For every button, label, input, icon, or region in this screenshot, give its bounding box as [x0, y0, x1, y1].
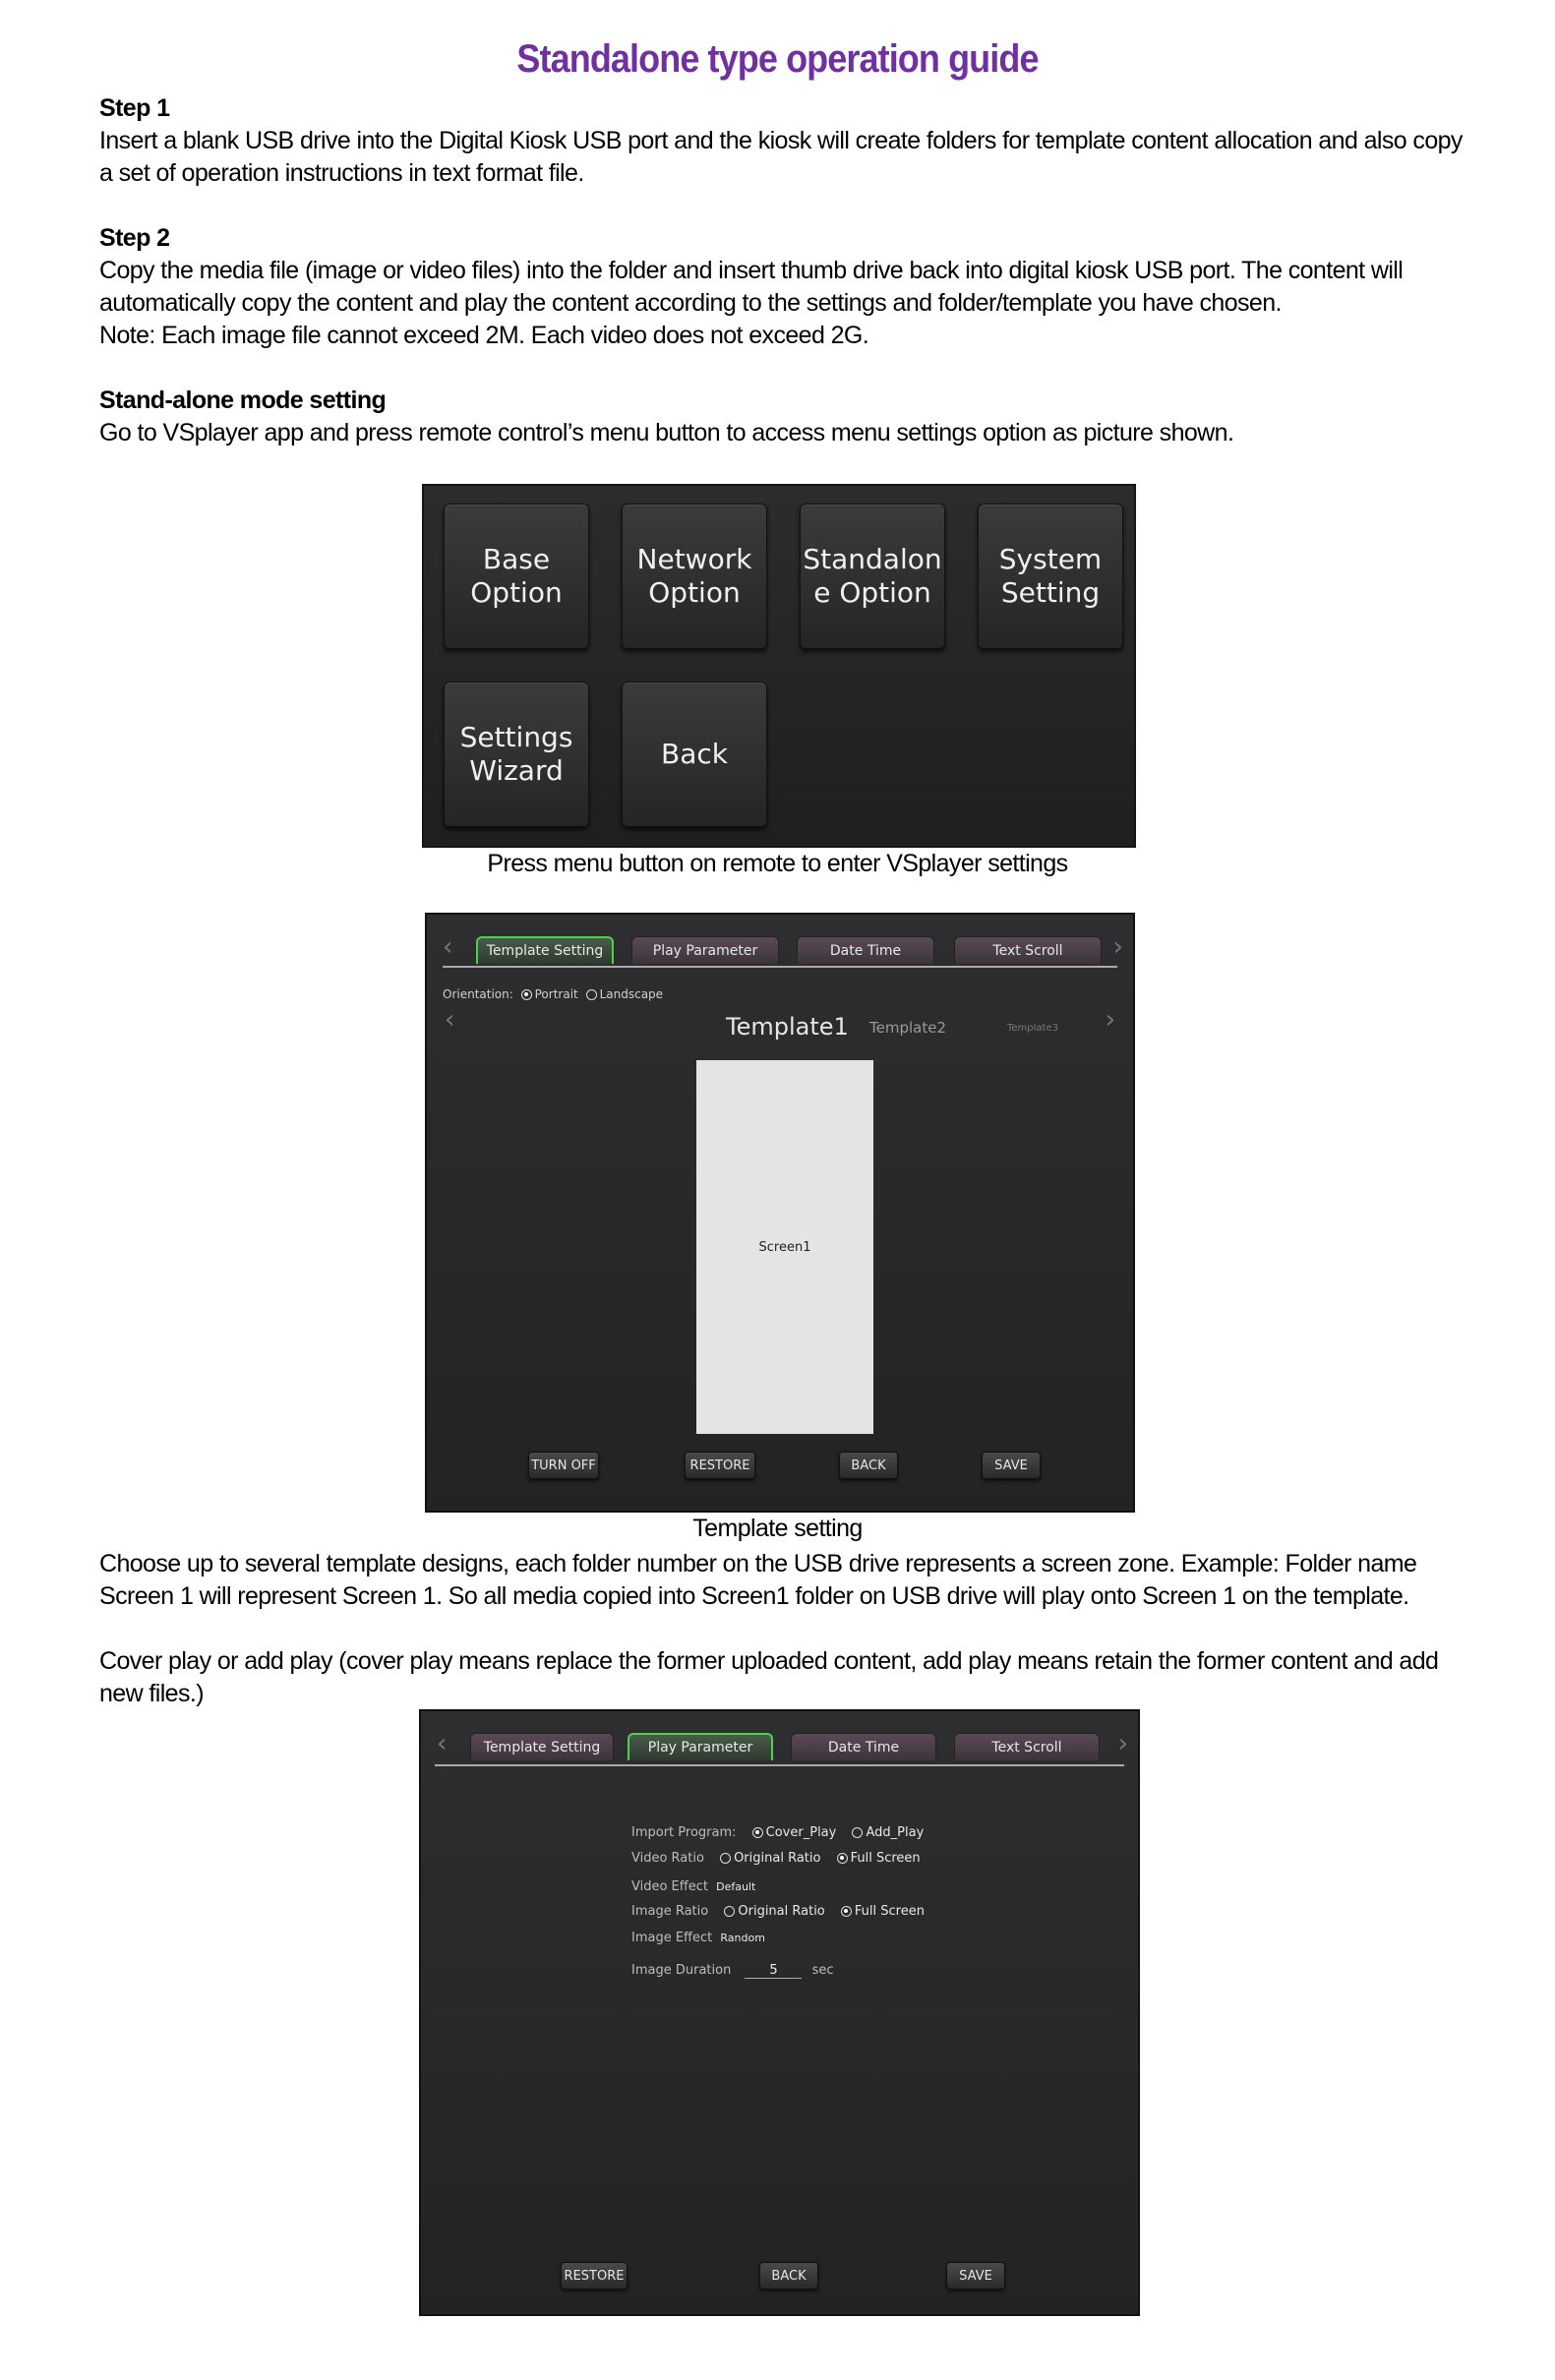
menu-caption: Press menu button on remote to enter VSplayer settings — [487, 850, 1068, 877]
tab-text-scroll[interactable]: Text Scroll — [954, 1733, 1100, 1760]
restore-button[interactable]: RESTORE — [685, 1452, 755, 1479]
video-full-screen-radio[interactable] — [837, 1853, 848, 1864]
network-option-button[interactable]: Network Option — [622, 504, 767, 649]
play-parameter-screenshot — [419, 1709, 1140, 2316]
cover-description — [99, 1645, 1476, 1710]
menu-screenshot — [422, 484, 1136, 848]
template3-label[interactable]: Template3 — [1007, 1023, 1058, 1034]
tab-play-parameter[interactable]: Play Parameter — [628, 1733, 773, 1760]
step2-note: Note: Each image file cannot exceed 2M. Each video does not exceed 2G. — [99, 322, 869, 349]
back-button[interactable]: BACK — [839, 1452, 898, 1479]
save-button[interactable]: SAVE — [982, 1452, 1041, 1479]
tab-play-parameter[interactable]: Play Parameter — [631, 936, 779, 964]
base-option-button[interactable]: Base Option — [444, 504, 589, 649]
cover-play-radio[interactable] — [752, 1827, 763, 1838]
image-duration-unit: sec — [811, 1963, 834, 1978]
template-caption: Template setting — [692, 1515, 863, 1542]
step1-text: Insert a blank USB drive into the Digital Kiosk USB port and the kiosk will create folders for template content allocation and also copy a set of operation instructions in text format file. — [99, 127, 1463, 187]
video-ratio-row — [631, 1851, 921, 1866]
template-next-icon[interactable]: › — [1105, 1005, 1115, 1035]
cover-play-label: Cover_Play — [765, 1825, 837, 1840]
video-original-ratio-label: Original Ratio — [734, 1851, 821, 1866]
landscape-radio[interactable] — [586, 989, 597, 1000]
template-prev-icon[interactable]: ‹ — [445, 1005, 455, 1035]
video-effect-value[interactable]: Default — [716, 1880, 756, 1893]
chevron-right-icon[interactable]: › — [1117, 1729, 1128, 1758]
landscape-label: Landscape — [599, 987, 664, 1001]
step2-heading: Step 2 — [99, 224, 170, 252]
video-original-ratio-radio[interactable] — [720, 1853, 731, 1864]
image-ratio-label: Image Ratio — [631, 1904, 709, 1919]
template-setting-screenshot — [425, 913, 1135, 1513]
portrait-label: Portrait — [534, 987, 578, 1001]
tab-bar — [476, 936, 1106, 968]
system-setting-button[interactable]: System Setting — [978, 504, 1123, 649]
restore-button[interactable]: RESTORE — [561, 2262, 628, 2290]
step1-heading: Step 1 — [99, 94, 170, 122]
image-duration-row — [631, 1963, 834, 1979]
page-title: Standalone type operation guide — [516, 37, 1039, 81]
image-effect-label: Image Effect — [631, 1931, 713, 1945]
image-full-screen-label: Full Screen — [854, 1904, 925, 1919]
chevron-left-icon[interactable]: ‹ — [437, 1729, 448, 1758]
import-program-row — [631, 1825, 924, 1840]
image-duration-label: Image Duration — [631, 1963, 732, 1978]
image-full-screen-radio[interactable] — [841, 1906, 852, 1917]
template-desc-text: Choose up to several template designs, each folder number on the USB drive represents a screen zone. Example: Folder name Screen 1 will represent Screen 1. So all media copied into Screen1 folder on USB drive will play onto Screen 1 on the template. — [99, 1550, 1417, 1610]
tab-bar — [470, 1733, 1110, 1764]
chevron-right-icon[interactable]: › — [1112, 932, 1123, 962]
tab-template-setting[interactable]: Template Setting — [470, 1733, 614, 1760]
screen1-label: Screen1 — [758, 1239, 811, 1255]
cover-desc-text: Cover play or add play (cover play means replace the former uploaded content, add play means retain the former content and add new files.) — [99, 1647, 1439, 1707]
template-description — [99, 1548, 1476, 1613]
tab-date-time[interactable]: Date Time — [791, 1733, 936, 1760]
settings-wizard-button[interactable]: Settings Wizard — [444, 682, 589, 827]
image-original-ratio-label: Original Ratio — [738, 1904, 825, 1919]
video-effect-row — [631, 1879, 755, 1894]
template1-label[interactable]: Template1 — [726, 1013, 849, 1041]
tab-underline — [443, 966, 1117, 968]
orientation-row — [443, 987, 663, 1001]
tab-text-scroll[interactable]: Text Scroll — [954, 936, 1102, 964]
tab-template-setting[interactable]: Template Setting — [476, 936, 614, 964]
step1-section — [99, 92, 1476, 190]
video-ratio-label: Video Ratio — [631, 1851, 704, 1866]
image-duration-input[interactable]: 5 — [745, 1963, 802, 1979]
tab-date-time[interactable]: Date Time — [797, 936, 934, 964]
tab-underline — [435, 1764, 1124, 1766]
image-effect-row — [631, 1931, 765, 1945]
standalone-heading: Stand-alone mode setting — [99, 387, 387, 414]
back-button[interactable]: Back — [622, 682, 767, 827]
video-full-screen-label: Full Screen — [850, 1851, 921, 1866]
back-button[interactable]: BACK — [759, 2262, 818, 2290]
import-program-label: Import Program: — [631, 1825, 737, 1840]
add-play-label: Add_Play — [866, 1825, 925, 1840]
video-effect-label: Video Effect — [631, 1879, 708, 1894]
add-play-radio[interactable] — [852, 1827, 863, 1838]
orientation-label: Orientation: — [443, 987, 513, 1001]
image-ratio-row — [631, 1904, 925, 1919]
standalone-text: Go to VSplayer app and press remote control’s menu button to access menu settings option as picture shown. — [99, 419, 1234, 446]
screen1-zone[interactable] — [696, 1060, 873, 1434]
turn-off-button[interactable]: TURN OFF — [528, 1452, 599, 1479]
template2-label[interactable]: Template2 — [869, 1019, 946, 1037]
standalone-option-button[interactable]: Standalon e Option — [800, 504, 945, 649]
portrait-radio[interactable] — [521, 989, 532, 1000]
standalone-section — [99, 385, 1476, 449]
step2-text: Copy the media file (image or video files) into the folder and insert thumb drive back into digital kiosk USB port. The content will automatically copy the content and play the content according to the settings and folder/template you have chosen. — [99, 257, 1404, 317]
image-effect-value[interactable]: Random — [720, 1932, 765, 1944]
chevron-left-icon[interactable]: ‹ — [443, 932, 453, 962]
step2-section — [99, 222, 1476, 352]
image-original-ratio-radio[interactable] — [724, 1906, 735, 1917]
save-button[interactable]: SAVE — [946, 2262, 1005, 2290]
